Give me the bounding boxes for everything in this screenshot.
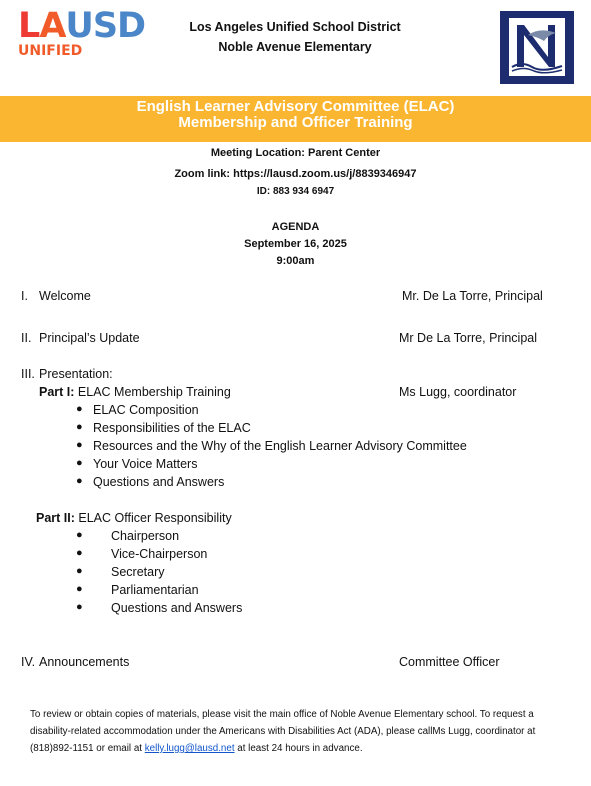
- part1-label: Part I:: [39, 385, 75, 399]
- footer-text: To review or obtain copies of materials, please visit the main office of Noble Avenue Elementary school. To request a disability-related accommodation under the Americans with Disabilities Act (ADA), please callMs Lugg, coordinator at (818)892-1151 or email at: [30, 709, 536, 754]
- presenter-update: Mr De La Torre, Principal: [399, 331, 538, 345]
- banner-title-line2: Membership and Officer Training: [178, 114, 413, 131]
- presenter-announcements: Committee Officer: [399, 655, 500, 669]
- zoom-link[interactable]: Zoom link: https://lausd.zoom.us/j/8839346947: [174, 168, 417, 180]
- item-principal-update: Principal’s Update: [39, 331, 140, 345]
- dolphin-crest-icon: [500, 11, 574, 84]
- list-item: ● Parliamentarian: [76, 583, 199, 597]
- footer-text-end: at least 24 hours in advance.: [234, 743, 363, 754]
- logo-letter-a: A: [39, 6, 66, 46]
- bullet-icon: ●: [76, 421, 83, 433]
- item-presentation: Presentation:: [39, 367, 113, 381]
- item-num-announcements: IV.: [21, 655, 36, 669]
- bullet-icon: ●: [76, 457, 83, 469]
- part2-label: Part II:: [36, 511, 75, 525]
- meeting-location: Meeting Location: Parent Center: [210, 147, 381, 159]
- bullet-icon: ●: [76, 547, 83, 559]
- presenter-part1: Ms Lugg, coordinator: [399, 385, 517, 399]
- logo-unified: UNIFIED: [18, 43, 83, 59]
- lausd-logo: [18, 8, 158, 60]
- bullet-icon: ●: [76, 601, 83, 613]
- banner-title-line1: English Learner Advisory Committee (ELAC): [136, 98, 455, 115]
- item-num-welcome: I.: [21, 289, 28, 303]
- list-item: ● Questions and Answers: [76, 601, 243, 615]
- bullet-icon: ●: [76, 529, 83, 541]
- email-link[interactable]: kelly.lugg@lausd.net: [144, 743, 235, 754]
- zoom-id: ID: 883 934 6947: [256, 186, 335, 197]
- footer-note: [30, 706, 570, 757]
- school-name: Noble Avenue Elementary: [218, 40, 372, 54]
- logo-letter-l: L: [18, 6, 40, 46]
- list-item: ● Questions and Answers: [76, 475, 225, 489]
- part2-title: ELAC Officer Responsibility: [78, 511, 232, 525]
- district-name: Los Angeles Unified School District: [189, 20, 401, 34]
- list-item: ● Resources and the Why of the English Learner Advisory Committee: [76, 439, 467, 453]
- list-item: ● Vice-Chairperson: [76, 547, 208, 561]
- bullet-icon: ●: [76, 565, 83, 577]
- bullet-icon: ●: [76, 403, 83, 415]
- list-item: ● Chairperson: [76, 529, 180, 543]
- presenter-welcome: Mr. De La Torre, Principal: [402, 289, 543, 303]
- title-banner: [0, 96, 591, 142]
- bullet-icon: ●: [76, 475, 83, 487]
- part1-heading: [39, 385, 231, 399]
- part1-title: ELAC Membership Training: [77, 385, 231, 399]
- list-item: ● Your Voice Matters: [76, 457, 198, 471]
- bullet-icon: ●: [76, 583, 83, 595]
- list-item: ● Responsibilities of the ELAC: [76, 421, 251, 435]
- logo-letter-u: U: [65, 6, 93, 46]
- agenda-time: 9:00am: [276, 255, 315, 267]
- agenda-title: AGENDA: [271, 221, 320, 233]
- bullet-icon: ●: [76, 439, 83, 451]
- logo-letter-s: S: [92, 6, 118, 46]
- list-item: ● ELAC Composition: [76, 403, 199, 417]
- agenda-date: September 16, 2025: [244, 238, 347, 250]
- item-num-update: II.: [21, 331, 32, 345]
- part2-heading: [36, 511, 232, 525]
- list-item: ● Secretary: [76, 565, 165, 579]
- item-announcements: Announcements: [39, 655, 130, 669]
- item-welcome: Welcome: [39, 289, 91, 303]
- item-num-presentation: III.: [21, 367, 35, 381]
- noble-crest-icon: [500, 11, 574, 84]
- logo-letter-d: D: [117, 6, 146, 46]
